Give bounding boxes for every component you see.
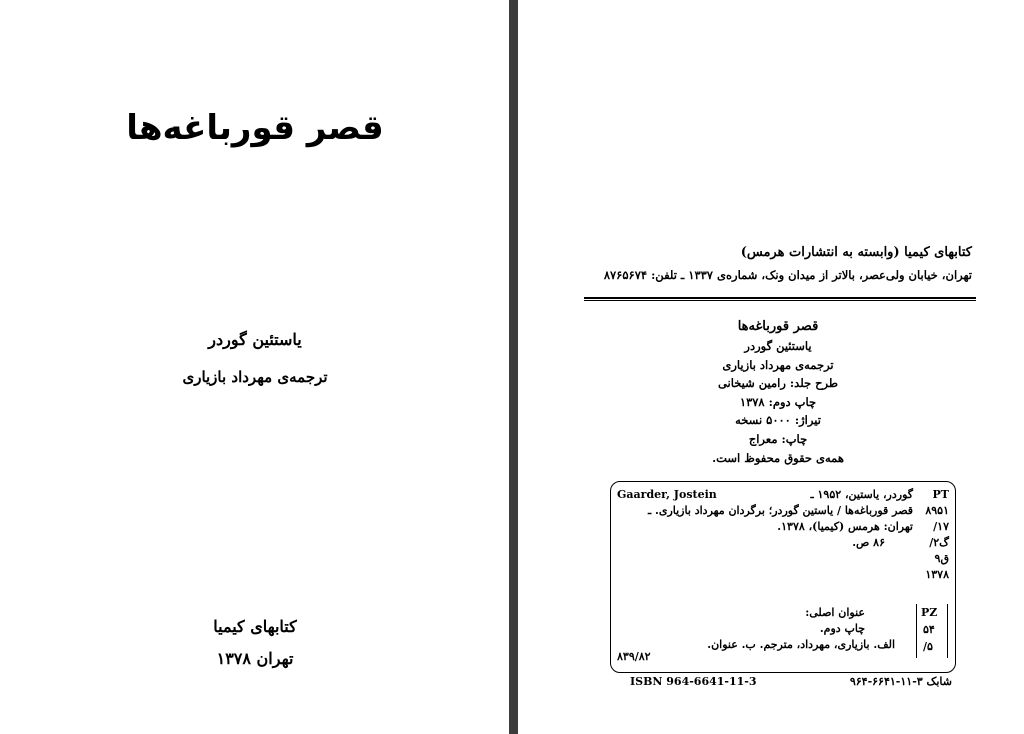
cip-added-entries: الف. بازیاری، مهرداد، مترجم. ب. عنوان. — [707, 638, 895, 651]
colophon-cover-design: طرح جلد: رامین شیخانی — [717, 376, 839, 390]
book-title: قصر قورباغه‌ها — [126, 108, 384, 148]
cip-title-entry: قصر قورباغه‌ها / یاستین گوردر؛ برگردان مهرداد بازیاری. ـ — [647, 504, 913, 517]
cip-call-line: ق۹ — [934, 552, 949, 565]
cip-call-line: ۱۳۷۸ — [925, 568, 949, 581]
author-name: یاستئین گوردر — [208, 330, 302, 349]
book-spine — [509, 0, 518, 734]
colophon-printer: چاپ: معراج — [748, 432, 808, 446]
cip-latin-name: Gaarder, Jostein — [617, 488, 717, 501]
cip-pages: ۸۶ ص. — [852, 536, 885, 549]
cip-edition: چاپ دوم. — [819, 622, 865, 635]
colophon-edition: چاپ دوم: ۱۳۷۸ — [739, 395, 817, 409]
translator-line: ترجمه‌ی مهرداد بازیاری — [182, 368, 328, 386]
cip-call-line: /۱۷ — [933, 520, 949, 533]
address-line: تهران، خیابان ولی‌عصر، بالاتر از میدان ونک، شماره‌ی ۱۳۳۷ ـ تلفن: ۸۷۶۵۶۷۴ — [603, 268, 972, 282]
place-year: تهران ۱۳۷۸ — [216, 649, 294, 668]
isbn-persian: شابک ۳-۱۱-۶۶۴۱-۹۶۴ — [849, 675, 952, 688]
pz-line: /۵ — [923, 640, 933, 653]
colophon-print-run: تیراژ: ۵۰۰۰ نسخه — [735, 413, 821, 427]
publisher-name: کتابهای کیمیا — [213, 617, 297, 636]
isbn-latin: ISBN 964-6641-11-3 — [630, 675, 757, 688]
cip-call-line: PT — [932, 488, 949, 501]
publisher-line: کتابهای کیمیا (وابسته به انتشارات هرمس) — [740, 245, 972, 260]
cip-call-line: ۸۹۵۱ — [925, 504, 949, 517]
cip-class-number: ۸۳۹/۸۲ — [617, 650, 651, 663]
pz-line: ۵۴ — [923, 623, 935, 636]
right-page — [518, 0, 1024, 734]
cataloging-box — [610, 481, 956, 673]
colophon-rights: همه‌ی حقوق محفوظ است. — [712, 451, 844, 465]
colophon-author: یاستئین گوردر — [744, 339, 812, 353]
pz-bracket — [916, 604, 948, 658]
cip-original-title: عنوان اصلی: — [805, 606, 865, 619]
divider-rule-thin — [584, 300, 976, 301]
colophon-translator: ترجمه‌ی مهرداد بازیاری — [722, 358, 834, 372]
left-page — [0, 0, 509, 734]
cip-author-entry: گوردر، یاستین، ۱۹۵۲ ـ — [810, 488, 913, 501]
cip-call-line: /۲گ — [929, 536, 949, 549]
cip-imprint: تهران: هرمس (کیمیا)، ۱۳۷۸. — [777, 520, 913, 533]
pz-line: PZ — [921, 606, 938, 619]
divider-rule — [584, 297, 976, 299]
colophon-title: قصر قورباغه‌ها — [737, 319, 819, 334]
